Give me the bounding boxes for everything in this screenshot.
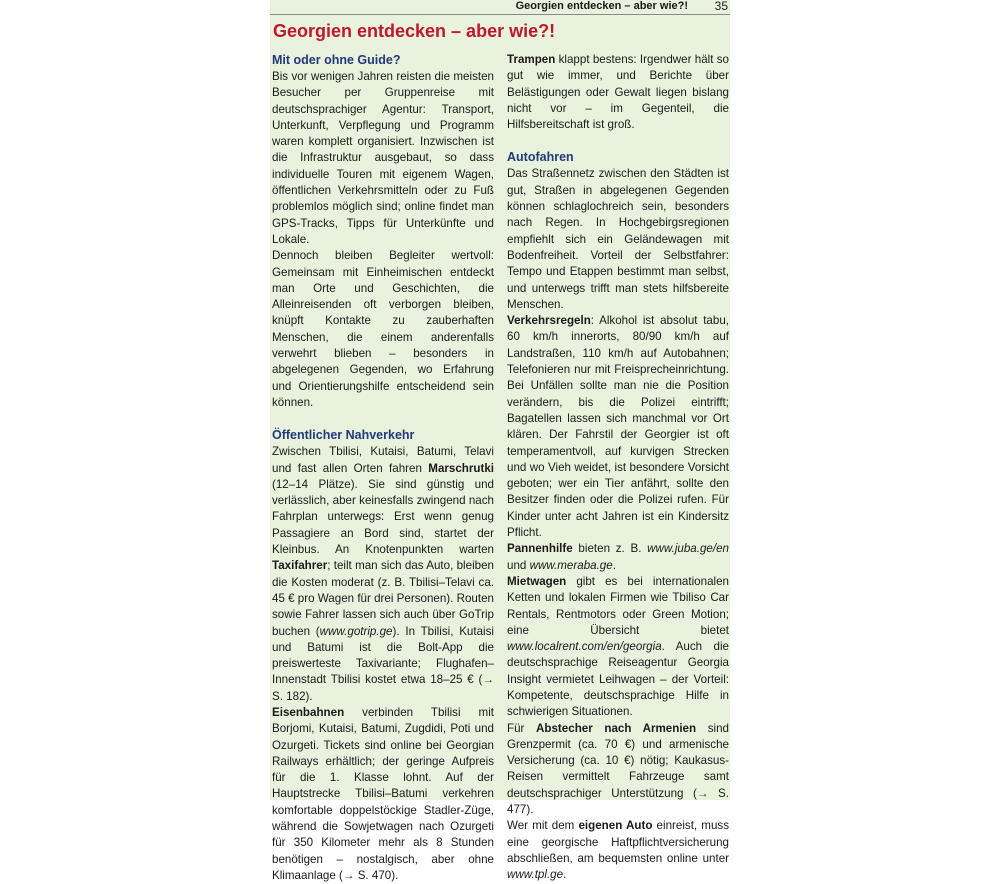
term-taxifahrer: Taxifahrer — [272, 559, 328, 573]
driving-paragraph-armenia: Für Abstecher nach Armenien sind Grenzpermit (ca. 70 €) und armenische Versicherung (ca. 10 €) nötig; Kaukasus-Reisen vermittelt Fahrzeuge samt deutschsprachiger Unterstützung (→ S. 477). — [507, 721, 729, 817]
term-armenien: Abstecher nach Armenien — [536, 721, 697, 735]
trampen-paragraph: Trampen klappt bestens: Irgendwer hält so gut wie immer, und Berichte über Belästigungen oder Gewalt liegen bislang nicht vor – im Gegenteil, die Hilfsbereitschaft ist groß. — [507, 53, 729, 132]
driving-paragraph-rules: Verkehrsregeln: Alkohol ist absolut tabu, 60 km/h innerorts, 80/90 km/h auf Landstraßen, 110 km/h auf Autobahnen; Telefonieren nur mit Freisprecheinrichtung. Bei Unfällen sollte man nie die Position verändern, bis die Polizei eintrifft; Bagatellen lassen sich manchmal vor Ort klären. Der Fahrstil der Georgier ist oft temperamentvoll, auf kurvigen Strecken und wo Vieh weidet, ist besondere Vorsicht geboten; wer ein Tier anfährt, sollte den Besitzer finden oder die Polizei rufen. Für Kinder unter acht Jahren ist ein Kindersitz Pflicht. — [507, 314, 729, 540]
heading-guide: Mit oder ohne Guide? — [272, 53, 401, 67]
driving-paragraph-1: Das Straßennetz zwischen den Städten ist gut, Straßen in abgelegenen Gegenden können schlaglochreich sein, besonders nach Regen. In Hochgebirgsregionen empfiehlt sich ein Geländewagen mit Bodenfreiheit. Vorteil der Selbstfahrer: Tempo und Etappen bestimmt man selbst, und unterwegs trifft man stets hilfsbereite Menschen. — [507, 167, 729, 311]
heading-autofahren: Autofahren — [507, 150, 574, 165]
term-trampen: Trampen — [507, 53, 556, 66]
term-verkehrsregeln: Verkehrsregeln — [507, 314, 591, 328]
guide-paragraph-2: Dennoch bleiben Begleiter wertvoll: Gemeinsam mit Einheimischen entdeckt man Orte und Geschichten, die Alleinreisenden oft verborgen bleiben, knüpft Kontakte zu zauberhaften Menschen, die einem anderenfalls verwehrt blieben – besonders in abgelegenen Gegenden, wo Erfahrung und Orientierungshilfe entscheidend sein können. — [272, 249, 494, 409]
page-number: 35 — [714, 0, 728, 13]
term-eisenbahnen: Eisenbahnen — [272, 705, 345, 719]
term-mietwagen: Mietwagen — [507, 574, 567, 588]
left-column — [272, 52, 494, 884]
page-title: Georgien entdecken – aber wie?! — [273, 21, 556, 41]
driving-paragraph-own-car: Wer mit dem eigenen Auto einreist, muss eine georgische Haftpflichtversicherung abschließen, am bequemsten online unter www.tpl.ge. — [507, 819, 729, 882]
driving-paragraph-rental: Mietwagen gibt es bei internationalen Ketten und lokalen Firmen wie Tbiliso Car Rentals, Rentmotors oder Green Motion; eine Übersicht bietet www.localrent.com/en/georgia. Auch die deutschsprachige Reiseagentur Georgia Insight vermietet Leihwagen – der Vorteil: Kompetente, deutschsprachige Hilfe in schwierigen Situationen. — [507, 574, 729, 719]
guide-paragraph-1: Bis vor wenigen Jahren reisten die meisten Besucher per Gruppenreise mit deutschsprachiger Agentur: Transport, Unterkunft, Verpflegung und Programm waren komplett organisiert. Inzwischen ist die Infrastruktur ausgebaut, so dass individuelle Touren mit eigenem Wagen, öffentlichen Verkehrsmitteln oder zu Fuß problemlos möglich sind; online findet man GPS-Tracks, Tipps für Unterkünfte und Lokale. — [272, 70, 494, 246]
term-marschrutki: Marschrutki — [428, 461, 494, 475]
term-eigenes-auto: eigenen Auto — [578, 819, 653, 833]
running-head — [270, 0, 730, 15]
book-page — [270, 0, 730, 882]
link-gotrip: www.gotrip.ge — [319, 624, 393, 638]
link-localrent: www.localrent.com/en/georgia — [507, 640, 662, 654]
right-column — [507, 52, 729, 884]
heading-transit: Öffentlicher Nahverkehr — [272, 428, 415, 443]
transit-paragraph-2: Eisenbahnen verbinden Tbilisi mit Borjomi, Kutaisi, Batumi, Zugdidi, Poti und Ozurgeti. Tickets sind online bei Georgian Railways erhältlich; der geringe Aufpreis für die 1. Klasse lohnt. Auf der Hauptstrecke Tbilisi–Batumi verkehren komfortable doppelstöckige Stadler-Züge, während die Sowjetwagen nach Ozurgeti für 350 Kilometer mehr als 8 Stunden benötigen – nostalgisch, aber ohne Klimaanlage (→ S. 470). — [272, 705, 494, 882]
term-pannenhilfe: Pannenhilfe — [507, 542, 573, 556]
running-title: Georgien entdecken – aber wie?! — [515, 0, 688, 12]
link-tpl: www.tpl.ge — [507, 868, 564, 882]
transit-paragraph-1: Zwischen Tbilisi, Kutaisi, Batumi, Telavi und fast allen Orten fahren Marschrutki (12–14 Plätze). Sie sind günstig und verlässlich, aber keinesfalls zwingend nach Fahrplan unterwegs: Erst wenn genug Passagiere an Bord sind, startet der Kleinbus. An Knotenpunkten warten Taxifahrer; teilt man sich das Auto, bleiben die Kosten moderat (z. B. Tbilisi–Telavi ca. 45 € pro Wagen für drei Personen). Routen sowie Fahrer lassen sich auch über GoTrip buchen (www.gotrip.ge). In Tbilisi, Kutaisi und Batumi ist die Bolt-App die preiswerteste Taxivariante; Flughafen–Innenstadt Tbilisi kostet etwa 18–25 € (→ S. 182). — [272, 445, 494, 703]
link-meraba: www.meraba.ge — [529, 558, 613, 572]
driving-paragraph-breakdown: Pannenhilfe bieten z. B. www.juba.ge/en und www.meraba.ge. — [507, 542, 729, 572]
link-juba: www.juba.ge/en — [647, 542, 729, 556]
